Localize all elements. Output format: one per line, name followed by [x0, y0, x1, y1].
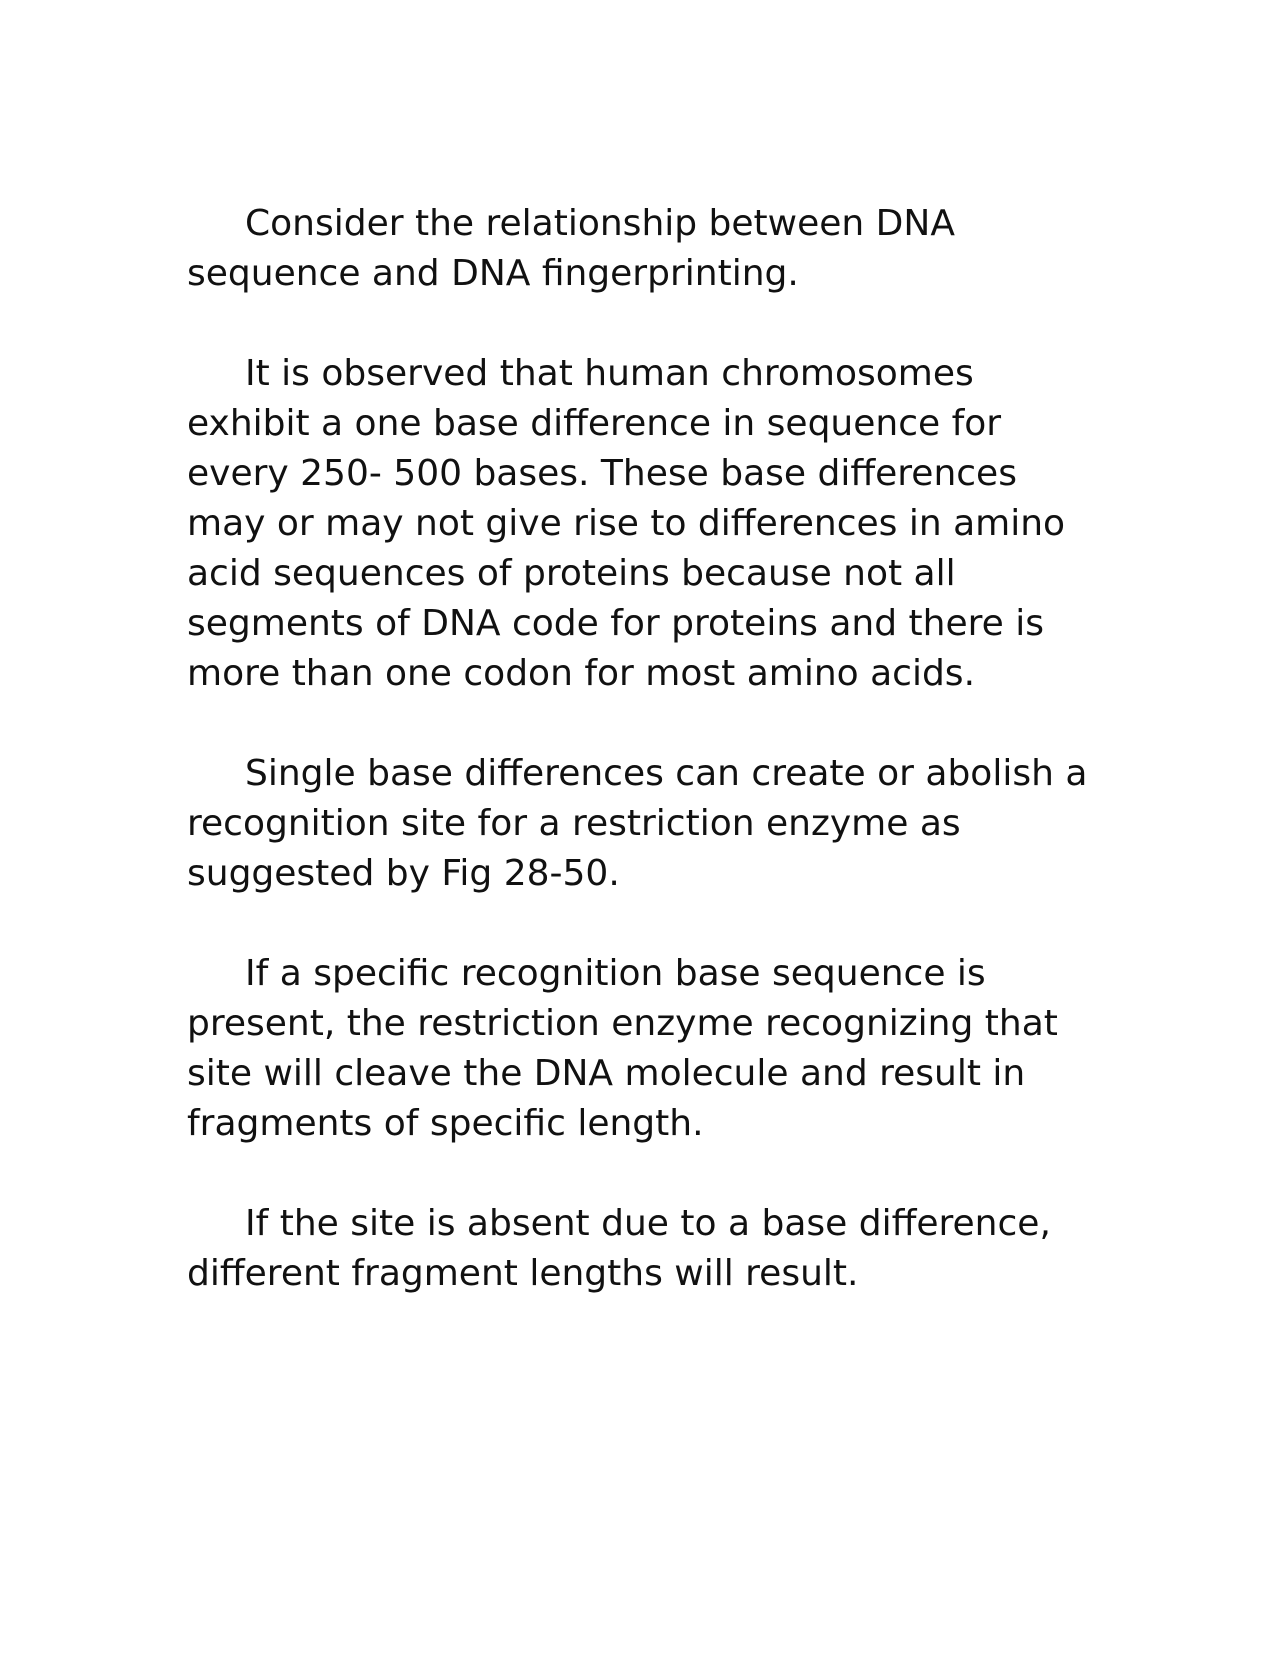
text-line: suggested by Fig 28-50. — [187, 853, 620, 894]
text-line: If a specific recognition base sequence is — [245, 953, 986, 994]
text-line: acid sequences of proteins because not all — [187, 553, 956, 594]
text-line: site will cleave the DNA molecule and result in — [187, 1053, 1026, 1094]
text-line: recognition site for a restriction enzyme as — [187, 803, 961, 844]
text-line: Single base differences can create or abolish a — [245, 753, 1088, 794]
text-line: may or may not give rise to differences in amino — [187, 503, 1066, 544]
document-body — [187, 199, 1107, 1299]
text-line: more than one codon for most amino acids. — [187, 653, 976, 694]
text-line: fragments of specific length. — [187, 1103, 704, 1144]
text-line: every 250- 500 bases. These base differences — [187, 453, 1017, 494]
text-line: different fragment lengths will result. — [187, 1253, 859, 1294]
paragraph-base-differences — [187, 349, 1107, 699]
paragraph-site-present — [187, 949, 1107, 1149]
paragraph-dna-fingerprinting-intro — [187, 199, 1107, 299]
text-line: present, the restriction enzyme recognizing that — [187, 1003, 1058, 1044]
text-line: sequence and DNA fingerprinting. — [187, 253, 799, 294]
paragraph-recognition-site — [187, 749, 1107, 899]
text-line: If the site is absent due to a base difference, — [245, 1203, 1051, 1244]
text-line: exhibit a one base difference in sequence for — [187, 403, 1002, 444]
text-line: segments of DNA code for proteins and there is — [187, 603, 1044, 644]
paragraph-site-absent — [187, 1199, 1107, 1299]
text-line: It is observed that human chromosomes — [245, 353, 974, 394]
text-line: Consider the relationship between DNA — [245, 203, 955, 244]
